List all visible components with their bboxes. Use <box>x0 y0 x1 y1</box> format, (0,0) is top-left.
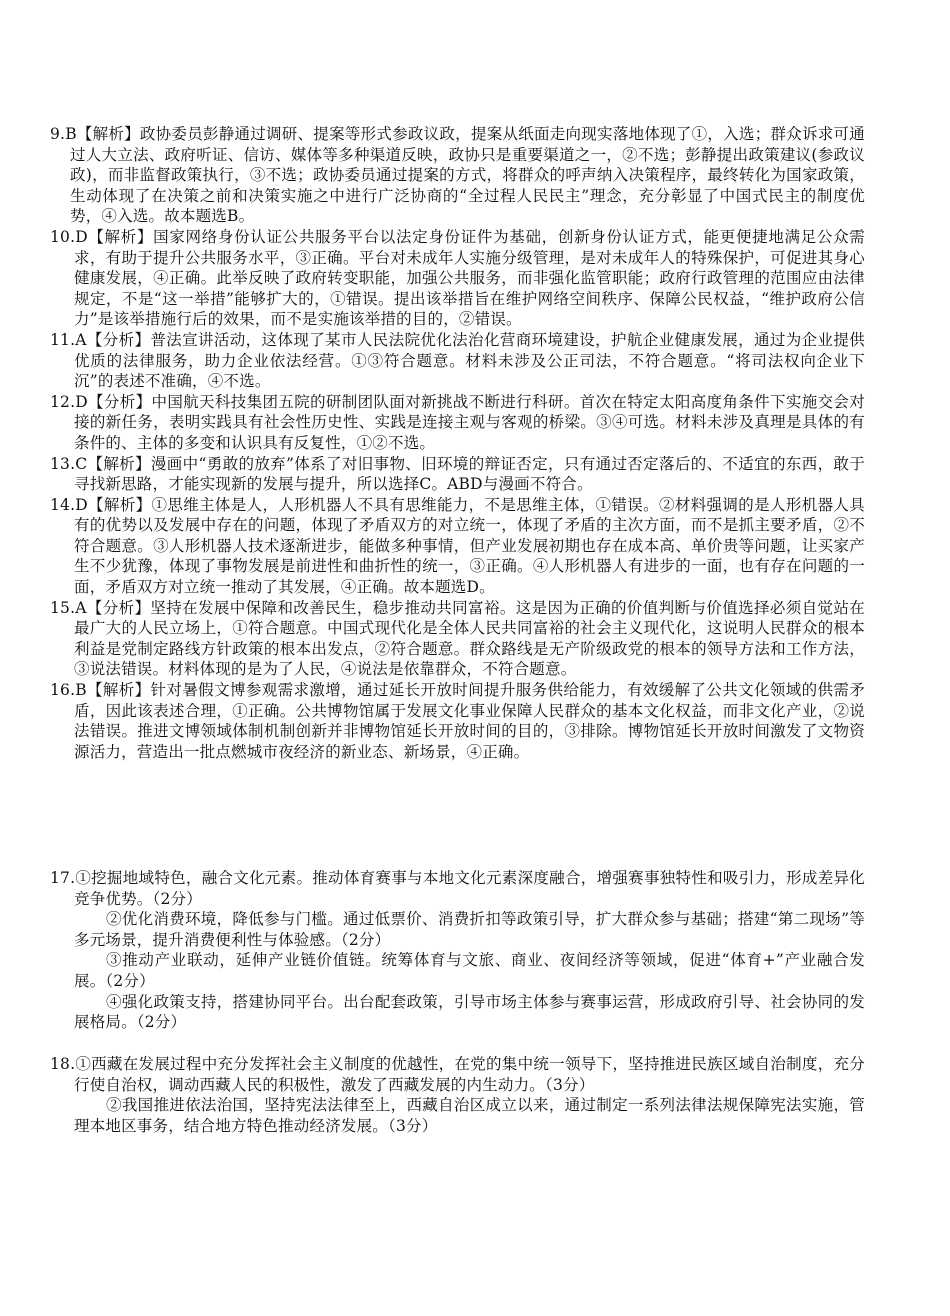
answer-10: 10.D【解析】国家网络身份认证公共服务平台以法定身份证件为基础，创新身份认证方式，能更便捷地满足公众需求，有助于提升公共服务水平，③正确。平台对未成年人实施分级管理，是对未成年人的特殊保护，可促进其身心健康发展，④正确。此举反映了政府转变职能，加强公共服务，而非强化监管职能；政府行政管理的范围应由法律规定，不是“这一举措”能够扩大的，①错误。提出该举措旨在维护网络空间秩序、保障公民权益，“维护政府公信力”是该举措施行后的效果，而不是实施该举措的目的，②错误。 <box>50 227 865 329</box>
answer-17-point-3: ③推动产业联动，延伸产业链价值链。统筹体育与文旅、商业、夜间经济等领域，促进“体育+”产业融合发展。（2分） <box>74 951 865 990</box>
answer-18-point-2: ②我国推进依法治国，坚持宪法法律至上，西藏自治区成立以来，通过制定一系列法律法规保障宪法实施，管理本地区事务，结合地方特色推动经济发展。（3分） <box>74 1096 865 1135</box>
answer-18-point-1: 18.①西藏在发展过程中充分发挥社会主义制度的优越性，在党的集中统一领导下，坚持推进民族区域自治制度，充分行使自治权，调动西藏人民的积极性，激发了西藏发展的内生动力。（3分） <box>50 1055 865 1094</box>
answer-9: 9.B【解析】政协委员彭静通过调研、提案等形式参政议政，提案从纸面走向现实落地体现了①，入选；群众诉求可通过人大立法、政府听证、信访、媒体等多种渠道反映，政协只是重要渠道之一，②不选；彭静提出政策建议(参政议政)，而非监督政策执行，③不选；政协委员通过提案的方式，将群众的呼声纳入决策程序，最终转化为国家政策，生动体现了在决策之前和决策实施之中进行广泛协商的“全过程人民民主”理念，充分彰显了中国式民主的制度优势，④入选。故本题选B。 <box>50 125 865 226</box>
answer-17-point-2: ②优化消费环境，降低参与门槛。通过低票价、消费折扣等政策引导，扩大群众参与基础；搭建“第二现场”等多元场景，提升消费便利性与体验感。（2分） <box>74 910 865 949</box>
choice-answers <box>50 124 865 762</box>
answer-18 <box>50 1054 865 1136</box>
answer-17-point-4: ④强化政策支持，搭建协同平台。出台配套政策，引导市场主体参与赛事运营，形成政府引导、社会协同的发展格局。（2分） <box>74 992 865 1032</box>
answer-16: 16.B【解析】针对暑假文博参观需求激增，通过延长开放时间提升服务供给能力，有效缓解了公共文化领域的供需矛盾，因此该表述合理，①正确。公共博物馆属于发展文化事业保障人民群众的基本文化权益，而非文化产业，②说法错误。推进文博领域体制机制创新并非博物馆延长开放时间的目的，③排除。博物馆延长开放时间激发了文物资源活力，营造出一批点燃城市夜经济的新业态、新场景，④正确。 <box>50 681 865 761</box>
answer-14: 14.D【解析】①思维主体是人，人形机器人不具有思维能力，不是思维主体，①错误。②材料强调的是人形机器人具有的优势以及发展中存在的问题，体现了矛盾双方的对立统一，体现了矛盾的主次方面，而不是抓主要矛盾，②不符合题意。③人形机器人技术逐渐进步，能做多种事情，但产业发展初期也存在成本高、单价贵等问题，让买家产生不少犹豫，体现了事物发展是前进性和曲折性的统一，③正确。④人形机器人有进步的一面，也有存在问题的一面，矛盾双方对立统一推动了其发展，④正确。故本题选D。 <box>50 495 865 597</box>
answer-11: 11.A【分析】普法宣讲活动，这体现了某市人民法院优化法治化营商环境建设，护航企业健康发展，通过为企业提供优质的法律服务，助力企业依法经营。①③符合题意。材料未涉及公正司法，不符合题意。“将司法权向企业下沉”的表述不准确，④不选。 <box>50 330 865 391</box>
answer-15: 15.A【分析】坚持在发展中保障和改善民生，稳步推动共同富裕。这是因为正确的价值判断与价值选择必须自觉站在最广大的人民立场上，①符合题意。中国式现代化是全体人民共同富裕的社会主义现代化，这说明人民群众的根本利益是党制定路线方针政策的根本出发点，②符合题意。群众路线是无产阶级政党的根本的领导方法和工作方法，③说法错误。材料体现的是为了人民，④说法是依靠群众，不符合题意。 <box>50 598 865 679</box>
answer-12: 12.D【分析】中国航天科技集团五院的研制团队面对新挑战不断进行科研。首次在特定太阳高度角条件下实施交会对接的新任务，表明实践具有社会性历史性、实践是连接主观与客观的桥梁。③④可选。材料未涉及真理是具体的有条件的、主体的多变和认识具有反复性，①②不选。 <box>50 392 865 452</box>
answer-17 <box>50 868 865 1033</box>
answer-13: 13.C【解析】漫画中“勇敢的放弃”体系了对旧事物、旧环境的辩证否定，只有通过否定落后的、不适宜的东西，敢于寻找新思路，才能实现新的发展与提升，所以选择C。ABD与漫画不符合。 <box>50 454 865 494</box>
answer-17-point-1: 17.①挖掘地域特色，融合文化元素。推动体育赛事与本地文化元素深度融合，增强赛事独特性和吸引力，形成差异化竞争优势。（2分） <box>50 869 865 908</box>
